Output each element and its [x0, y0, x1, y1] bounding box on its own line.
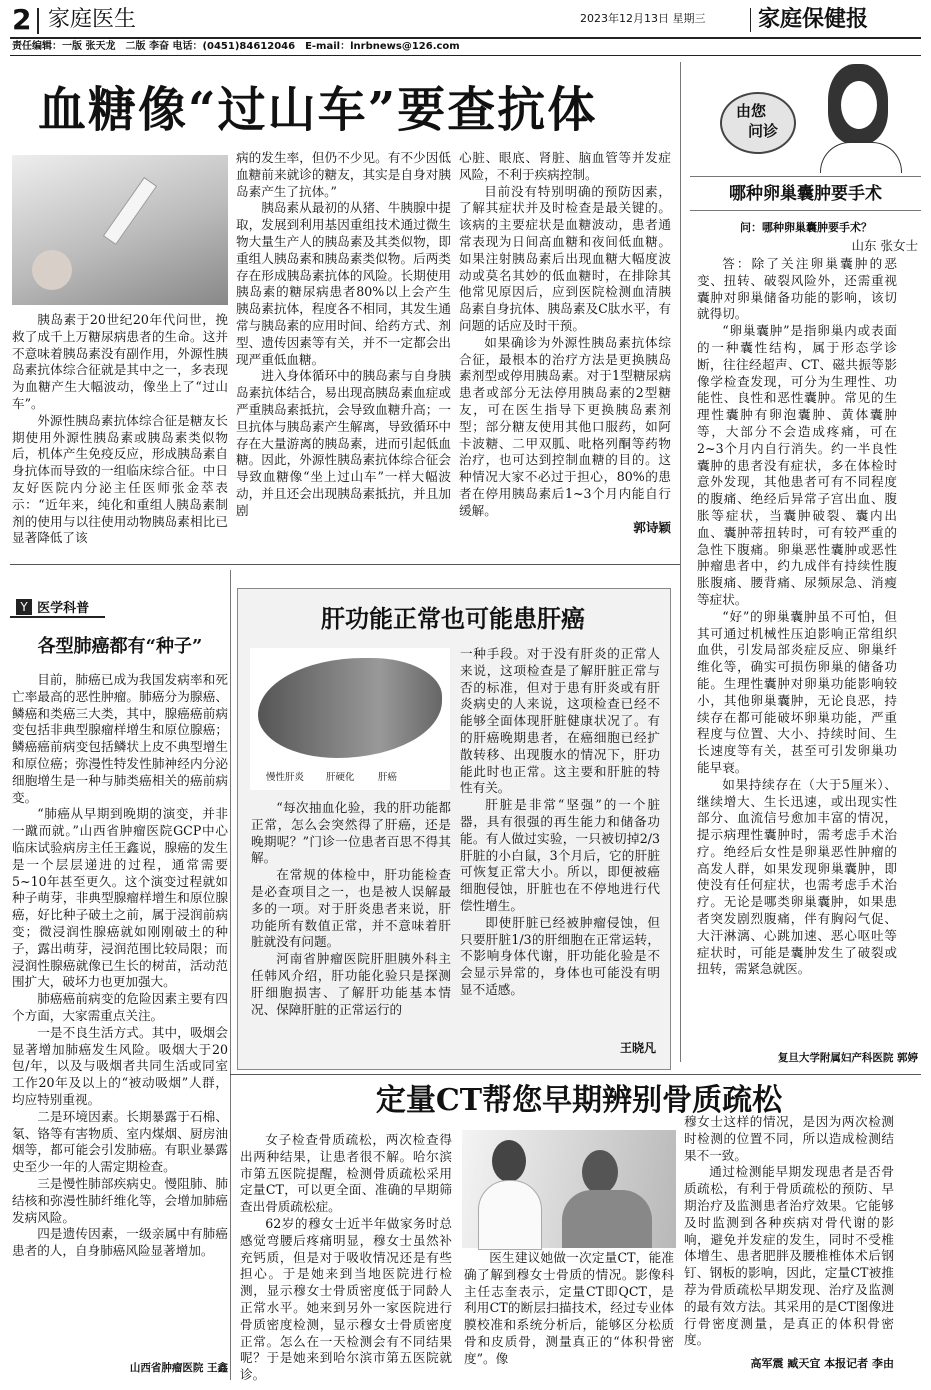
issue-date [580, 12, 706, 26]
article1-author: 郭诗颖 [633, 519, 671, 535]
doctor-illustration [800, 62, 922, 172]
science-body: 目前，肺癌已成为我国发病率和死亡率最高的恶性肿瘤。肺癌分为腺癌、鳞癌和类癌三大类，其中，腺癌癌前病变包括非典型腺瘤样增生和原位腺癌；鳞癌癌前病变包括鳞状上皮不典型增生和原位癌；弥漫性特发性肺神经内分泌细胞增生是一种与肺类癌相关的癌前病变。 “肺癌从早期到晚期的演变，并非一蹴而就。”山西省肿瘤医院GCP中心临床试验病房主任王鑫说，腺癌的发生是一个层层递进的过程，通常需要5~10年甚至更久。这个演变过程就如种子萌芽，非典型腺瘤样增生和原位腺癌，好比种子破土之前，属于浸润前病变；微浸润性腺癌就如刚刚破土的种子，露出萌芽，浸润范围比较局限；而浸润性腺癌就像已生长的树苗，活动范围扩大，破坏力也更加强大。 肺癌癌前病变的危险因素主要有四个方面，大家需重点关注。 一是不良生活方式。其中，吸烟会显著增加肺癌发生风险。吸烟大于20包/年，以及与吸烟者共同生活或同室工作20年及以上的“被动吸烟”人群，均应特别重视。 二是环境因素。长期暴露于石棉、氡、铬等有害物质、室内煤烟、厨房油烟等，都可能会引发肺癌。有职业暴露史至少一年的人需定期检查。 三是慢性肺部疾病史。慢阻肺、肺结核和弥漫性肺纤维化等，会增加肺癌发病风险。 四是遗传因素，一级亲属中有肺癌患者的人，自身肺癌风险显著增加。 [12, 672, 228, 1259]
liver-label-cirrhosis: 肝硬化 [326, 772, 355, 783]
qa-author: 复旦大学附属妇产科医院 郭婷 [777, 1052, 918, 1064]
ct-title: 定量CT帮您早期辨别骨质疏松 [375, 1083, 783, 1118]
page-number: 2 [12, 3, 32, 36]
weekday-text: 星期三 [672, 12, 706, 25]
date-text: 2023年12月13日 [580, 12, 669, 25]
qa-asker: 山东 张女士 [851, 238, 918, 253]
liver-label-cancer: 肝癌 [378, 772, 398, 783]
masthead [0, 0, 931, 56]
science-label: Y 医学科普 [16, 596, 89, 616]
liver-label-hepatitis: 慢性肝炎 [266, 772, 305, 783]
science-author: 山西省肿瘤医院 王鑫 [129, 1362, 228, 1374]
article1-col3: 心脏、眼底、肾脏、脑血管等并发症风险，不利于疾病控制。 目前没有特别明确的预防因素，了解其症状并及时检查是最关键的。该病的主要症状是血糖波动，患者通常表现为日间高血糖和夜间低血糖。如果注射胰岛素后出现血糖大幅度波动或莫名其妙的低血糖时，在排除其他常见原因后，应到医院检测血清胰岛素自身抗体、胰岛素及C肽水平，有问题的话应及时干预。 如果确诊为外源性胰岛素抗体综合征，最根本的治疗方法是更换胰岛素剂型或停用胰岛素。对于1型糖尿病患者或部分无法停用胰岛素的2型糖友，可在医生指导下更换胰岛素剂型；部分糖友使用其他口服药，如阿卡波糖、二甲双胍、吡格列酮等药物治疗，也可达到控制血糖的目的。这种情况大家不必过于担心，80%的患者在停用胰岛素后1~3个月内能自行缓解。 郭诗颖 [459, 150, 671, 535]
science-logo-icon: Y [16, 599, 32, 615]
liver-title: 肝功能正常也可能患肝癌 [321, 604, 585, 633]
ct-author: 高军震 臧天宜 本报记者 李由 [750, 1357, 894, 1370]
ct-col3: 穆女士这样的情况，是因为两次检测时检测的位置不同，所以造成检测结果不一致。 通过检测能早期发现患者是否骨质疏松，有利于骨质疏松的预防、早期治疗及监测患者治疗效果。它能够及时监测到各种疾病对骨代谢的影响，避免并发症的发生，同时不受椎体增生、患者肥胖及腰椎椎体术后钢钉、钢板的影响，因此，定量CT被推荐为骨质疏松早期发现、治疗及监测的最有效方法。其采用的是CT图像进行骨密度测量，是真正的体积骨密度。 [684, 1114, 894, 1348]
ct-col2: 医生建议她做一次定量CT，能准确了解到穆女士骨质的情况。影像科主任志奎表示，定量CT即QCT，是利用CT的断层扫描技术，经过专业体膜校准和系统分析后，能够区分松质骨和皮质骨，测量真正的“体积骨密度”。像 [464, 1250, 674, 1366]
qa-body: 答：除了关注卵巢囊肿的恶变、扭转、破裂风险外，还需重视囊肿对卵巢储备功能的影响，该切就得切。 “卵巢囊肿”是指卵巢内或表面的一种囊性结构，属于形态学诊断，往往经超声、CT、磁共振等影像学检查发现，可分为生理性、功能性、良性和恶性囊肿。常见的生理性囊肿有卵泡囊肿、黄体囊肿等，大部分不会造成疼痛，可在2~3个月内自行消失。约一半良性囊肿的患者没有症状，多在体检时意外发现，其他患者可有不同程度的腹痛、绝经后异常子宫出血、腹胀等症状，当囊肿破裂、囊内出血、囊肿蒂扭转时，可有较严重的急性下腹痛。卵巢恶性囊肿或恶性肿瘤患者中，约九成伴有持续性腹胀腹痛、腰背痛、尿频尿急、消瘦等症状。 “好”的卵巢囊肿虽不可怕，但其可通过机械性压迫影响正常组织血供，引发局部炎症反应、卵巢纤维化等，确实可损伤卵巢的储备功能。生理性囊肿对卵巢功能影响较小，其他卵巢囊肿，无论良恶，持续存在都可能破坏卵巢功能，严重程度与位置、大小、持续时间、生长速度等有关，甚至可引发卵巢功能早衰。 如果持续存在（大于5厘米）、继续增大、生长迅速，或出现实性部分、血流信号愈加丰富的情况，提示病理性囊肿时，需考虑手术治疗。绝经后女性是卵巢恶性肿瘤的高发人群，如果发现卵巢囊肿，即使没有任何症状，也需考虑手术治疗。无论是哪类卵巢囊肿，如果患者突发剧烈腹痛，伴有胸闷气促、大汗淋漓、心跳加速、恶心呕吐等症状时，可能是囊肿发生了破裂或扭转，需紧急就医。 [697, 256, 897, 977]
editors-line: 责任编辑：一版 张天龙 二版 李奋 电话：(0451)84612046 E-mail：lnrbnews@126.com [12, 41, 460, 52]
article1-title: 血糖像“过山车”要查抗体 [38, 82, 598, 138]
liver-illustration [250, 648, 450, 790]
qa-badge: 由您 问诊 [720, 92, 796, 154]
section-name: 家庭医生 [48, 7, 137, 32]
qa-title: 哪种卵巢囊肿要手术 [729, 184, 882, 204]
paper-name: 家庭保健报 [758, 6, 869, 32]
insulin-photo [12, 155, 228, 305]
article1-col1: 胰岛素于20世纪20年代问世，挽救了成千上万糖尿病患者的生命。这并不意味着胰岛素没有副作用，外源性胰岛素抗体综合征就是其中之一，多表现为血糖产生大幅波动，像坐上了“过山车”。 外源性胰岛素抗体综合征是糖友长期使用外源性胰岛素或胰岛素类似物后，机体产生免疫反应，形成胰岛素自身抗体而导致的一组临床综合征。中日友好医院内分泌主任医师张金萃表示：“近年来，纯化和重组人胰岛素制剂的使用与以往使用动物胰岛素相比已显著降低了该 [12, 312, 228, 546]
liver-col1: “每次抽血化验，我的肝功能都正常，怎么会突然得了肝癌，还是晚期呢？”门诊一位患者百思不得其解。 在常规的体检中，肝功能检查是必查项目之一，也是被人误解最多的一项。对于肝炎患者来说，肝功能所有数值正常，并不意味着肝脏就没有问题。 河南省肿瘤医院肝胆胰外科主任韩风介绍，肝功能化验只是探测肝细胞损害、了解肝功能基本情况、保障肝脏的正常运行的 [251, 800, 451, 1017]
ct-col1: 女子检查骨质疏松，两次检查得出两种结果，让患者很不解。哈尔滨市第五医院提醒，检测骨质疏松采用定量CT，可以更全面、准确的早期筛查出骨质疏松症。 62岁的穆女士近半年做家务时总感觉弯腰后疼痛明显，穆女士虽然补充钙质，但是对于吸收情况还是有些担心。于是她来到当地医院进行检测，显示穆女士骨质密度低于同龄人正常水平。她来到另外一家医院进行骨质密度检测，显示穆女士骨质密度正常。怎么在一天检测会有不同结果呢？于是她来到哈尔滨市第五医院就诊。 [240, 1132, 452, 1383]
qa-question: 问：哪种卵巢囊肿要手术？ [740, 221, 872, 234]
science-title: 各型肺癌都有“种子” [37, 636, 203, 657]
liver-col2: 一种手段。对于没有肝炎的正常人来说，这项检查是了解肝脏正常与否的标准，但对于患有肝炎或有肝炎病史的人来说，这项检查已经不能够全面体现肝脏健康状况了。有的肝癌晚期患者，在癌细胞已经扩散转移、出现腹水的情况下，肝功能此时也正常。这主要和肝脏的特性有关。 肝脏是非常“坚强”的一个脏器，具有很强的再生能力和储备功能。有人做过实验，一只被切掉2/3肝脏的小白鼠，3个月后，它的肝脏可恢复正常大小。所以，即便被癌细胞侵蚀，肝脏也在不停地进行代偿性增生。 即使肝脏已经被肿瘤侵蚀，但只要肝脏1/3的肝细胞在正常运转，不影响身体代谢，肝功能化验是不会显示异常的，身体也可能没有明显不适感。 [460, 646, 660, 997]
ct-photo [462, 1130, 676, 1248]
article1-col2: 病的发生率，但仍不少见。有不少因低血糖前来就诊的糖友，其实是自身对胰岛素产生了抗体。” 胰岛素从最初的从猪、牛胰腺中提取，发展到利用基因重组技术通过微生物大量生产人的胰岛素及其类似物，即重组人胰岛素和胰岛素类似物。后两类存在形成胰岛素抗体的风险。长期使用胰岛素的糖尿病患者80%以上会产生胰岛素抗体，程度各不相同，其发生通常与胰岛素的应用时间、给药方式、剂型、遗传因素等有关，并不一定都会出现严重低血糖。 进入身体循环中的胰岛素与自身胰岛素抗体结合，易出现高胰岛素血症或严重胰岛素抵抗，会导致血糖升高；一旦抗体与胰岛素产生解离，导致循环中存在大量游离的胰岛素，进而引起低血糖。因此，外源性胰岛素抗体综合征会导致血糖像“坐上过山车”一样大幅波动，并且还会出现胰岛素抵抗，并且加剧 [236, 150, 451, 518]
liver-author: 王晓凡 [619, 1041, 656, 1055]
